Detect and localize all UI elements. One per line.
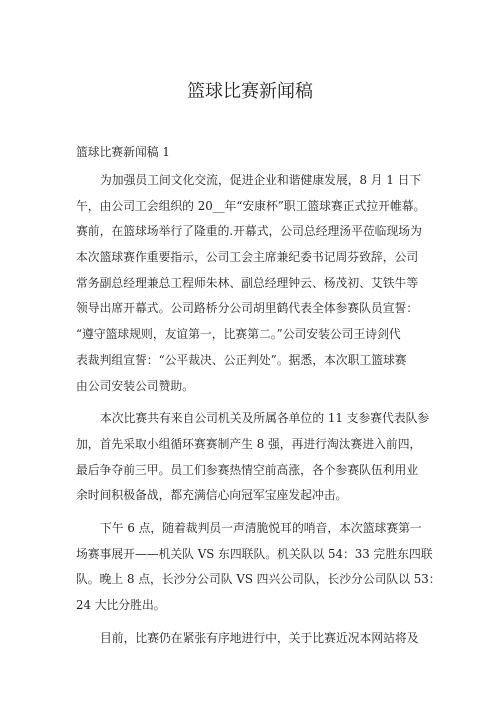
- paragraph-1: [76, 168, 446, 399]
- paragraph-line: 场赛事展开——机关队 VS 东四联队。机关队以 54：33 完胜东四联: [76, 546, 433, 561]
- paragraph-line: 余时间积极备战，都充满信心向冠军宝座发起冲击。: [76, 488, 348, 503]
- paragraph-line: 24 大比分胜出。: [76, 598, 166, 612]
- paragraph-line: 本次比赛共有来自公司机关及所属各单位的 11 支参赛代表队参: [100, 411, 430, 426]
- paragraph-2: [76, 406, 446, 509]
- paragraph-line: 表裁判组宣誓：“公平裁决、公正判处”。据悉，本次职工篮球赛: [76, 352, 407, 367]
- paragraph-line: 常务副总经理兼总工程师朱林、副总经理钟云、杨茂初、艾铁牛等: [76, 275, 419, 290]
- paragraph-line: 领导出席开幕式。公司路桥分公司胡里鹤代表全体参赛队员宣誓：: [76, 301, 419, 316]
- paragraph-line: 为加强员工间文化交流，促进企业和谐健康发展，8 月 1 日下: [100, 173, 422, 187]
- paragraph-line: 目前，比赛仍在紧张有序地进行中，关于比赛近况本网站将及: [100, 630, 419, 645]
- document-subtitle: 篮球比赛新闻稿 1: [76, 145, 170, 159]
- paragraph-line: “遵守篮球规则，友谊第一，比赛第二。”公司安装公司王诗剑代: [76, 327, 401, 342]
- document-title: 篮球比赛新闻稿: [187, 81, 313, 102]
- document-body: [76, 138, 446, 651]
- paragraph-line: 由公司安装公司赞助。: [76, 378, 194, 393]
- paragraph-line: 最后争夺前三甲。员工们参赛热情空前高涨，各个参赛队伍利用业: [76, 462, 419, 477]
- paragraph-4: [76, 626, 446, 652]
- paragraph-line: 队。晚上 8 点，长沙分公司队 VS 四兴公司队，长沙分公司队以 53：: [76, 572, 441, 587]
- paragraph-line: 加，首先采取小组循环赛赛制产生 8 强，再进行淘汰赛进入前四，: [76, 436, 422, 451]
- paragraph-line: 赛前，在篮球场举行了隆重的.开幕式，公司总经理汤平莅临现场为: [76, 224, 422, 239]
- paragraph-line: 下午 6 点，随着裁判员一声清脆悦耳的哨音，本次篮球赛第一: [100, 520, 422, 535]
- paragraph-line: 本次篮球赛作重要指示，公司工会主席兼纪委书记周芬致辞，公司: [76, 250, 419, 265]
- paragraph-line: 午，由公司工会组织的 20__年“安康杯”职工篮球赛正式拉开帷幕。: [76, 198, 426, 213]
- paragraph-3: [76, 516, 446, 619]
